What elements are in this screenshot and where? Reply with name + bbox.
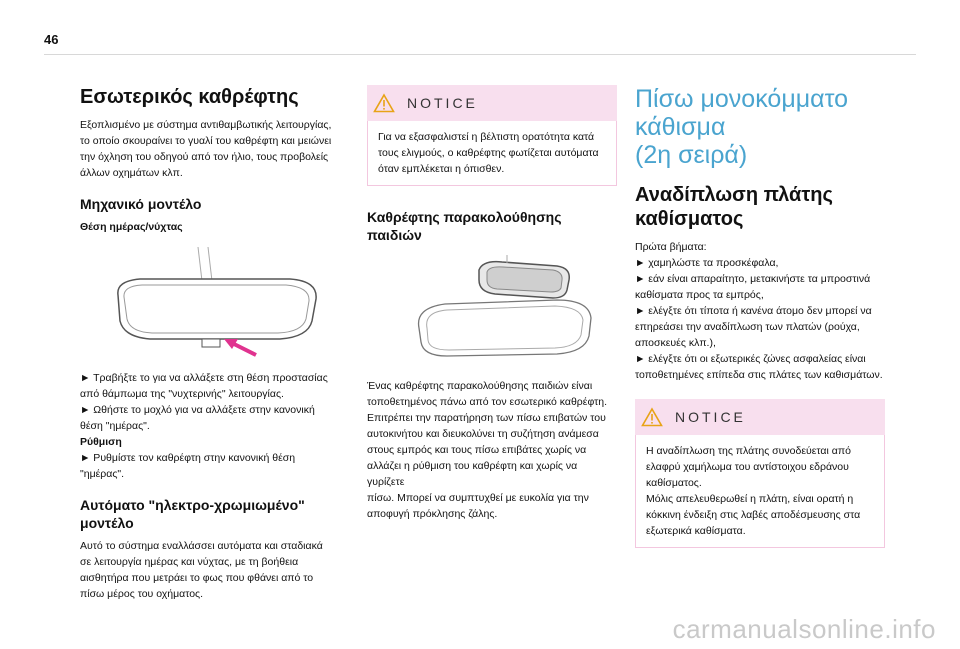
auto-line: αισθητήρα που μετράει το φως που φθάνει από το [80,572,314,584]
notice-body [635,435,885,548]
intro-line: Εξοπλισμένο με σύστημα αντιθαμβωτικής λειτουργίας, [80,119,332,131]
auto-line: πίσω μέρος του οχήματος. [80,588,204,600]
notice-line: εξωτερικά καθίσματα. [646,525,746,537]
subtitle-line: καθίσματος [635,208,744,230]
notice-line: Για να εξασφαλιστεί η βέλτιστη ορατότητα κατά [378,131,595,143]
child-line: Επιτρέπει την παρατήρηση των πίσω επιβατών του [367,412,606,424]
title-line: (2η σειρά) [635,141,748,169]
child-line: πίσω. Μπορεί να συμπτυχθεί με ευκολία για την [367,492,589,504]
child-line: στους εμπρός και τους πίσω επιβάτες χωρίς να [367,444,587,456]
warning-icon [373,93,395,113]
step-line: επηρεάσει την αναδίπλωση των πλατών (ρούχα, [635,321,860,333]
step-line: ► χαμηλώστε τα προσκέφαλα, [635,257,779,269]
column-rear-seat [635,85,885,548]
subsection-title-auto: Αυτόματο "ηλεκτρο-χρωμιωμένο" μοντέλο [80,497,305,531]
top-divider [44,54,916,55]
subsection-title-manual: Μηχανικό μοντέλο [80,196,202,212]
title-line: Πίσω μονοκόμματο κάθισμα [635,85,849,141]
column-child-mirror [367,85,617,522]
notice-header [635,399,885,435]
label-day-night: Θέση ημέρας/νύχτας [80,221,183,233]
notice-body [367,121,617,186]
auto-line: σε λειτουργία ημέρας και νύχτας, με τη βοήθεια [80,556,299,568]
notice-line: ελαφρύ χαμήλωμα του αντίστοιχου εδράνου [646,461,849,473]
notice-line: όταν εμπλέκεται η όπισθεν. [378,163,505,175]
step-line: ► εάν είναι απαραίτητο, μετακινήστε τα μπροστινά [635,273,871,285]
notice-line: τους ελιγμούς, ο καθρέφτης φωτίζεται αυτόματα [378,147,599,159]
step-line: ► Ρυθμίστε τον καθρέφτη στην κανονική θέση [80,452,296,464]
step-line: ► Ωθήστε το μοχλό για να αλλάξετε στην κανονική [80,404,315,416]
watermark: carmanualsonline.info [672,614,936,644]
child-line: αλλάζει η ρύθμιση του καθρέφτη και χωρίς να γυρίζετε [367,460,578,488]
step-line: ► ελέγξτε ότι οι εξωτερικές ζώνες ασφαλείας είναι [635,353,866,365]
step-line: τοποθετημένες επίπεδα στις πλάτες των καθισμάτων. [635,369,883,381]
child-line: αποφυγή πρόκλησης ζάλης. [367,508,498,520]
intro-line: την όχληση του οδηγού από τον ήλιο, τους προβολείς [80,151,329,163]
arrow-icon [222,335,258,357]
step-line: θέση "ημέρας". [80,420,150,432]
intro-line: το οποίο σκουραίνει το γυαλί του καθρέφτη και μειώνει [80,135,332,147]
notice-line: Μόλις απελευθερωθεί η πλάτη, είναι ορατή η [646,493,854,505]
section-title-rear-seat [635,85,885,169]
section-title-interior-mirror: Εσωτερικός καθρέφτης [80,86,299,108]
step-line: αποσκευές κλπ.), [635,337,716,349]
subsection-title-folding [635,183,885,231]
notice-line: κόκκινη ένδειξη στις λαβές αποδέσμευσης στα [646,509,861,521]
intro-line: άλλων οχημάτων κλπ. [80,167,183,179]
step-line: από θάμπωμα της "νυχτερινής" λειτουργίας. [80,388,284,400]
warning-icon [641,407,663,427]
auto-line: Αυτό το σύστημα εναλλάσσει αυτόματα και σταδιακά [80,540,323,552]
step-line: "ημέρας". [80,468,125,480]
notice-title: NOTICE [675,409,746,425]
child-mirror-illustration [367,250,617,370]
child-line: αυτοκινήτου και διευκολύνει τη συζήτηση ανάμεσα [367,428,599,440]
step-line: ► Τραβήξτε το για να αλλάξετε στη θέση προστασίας [80,372,328,384]
notice-title: NOTICE [407,95,478,111]
page-number: 46 [44,32,59,47]
notice-line: καθίσματος. [646,477,702,489]
subsection-title-child-mirror: Καθρέφτης παρακολούθησης παιδιών [367,209,562,243]
step-line: ► ελέγξτε ότι τίποτα ή κανένα άτομο δεν μπορεί να [635,305,872,317]
child-line: τοποθετημένος πάνω από τον εσωτερικό καθρέφτη. [367,396,608,408]
notice-box [367,85,617,186]
step-line: Πρώτα βήματα: [635,241,707,253]
child-line: Ένας καθρέφτης παρακολούθησης παιδιών είναι [367,380,593,392]
step-line: καθίσματα προς τα εμπρός, [635,289,764,301]
mirror-illustration [80,235,350,360]
label-adjust: Ρύθμιση [80,436,122,448]
column-interior-mirror [80,85,350,602]
notice-header [367,85,617,121]
notice-box [635,399,885,548]
notice-line: Η αναδίπλωση της πλάτης συνοδεύεται από [646,445,851,457]
subtitle-line: Αναδίπλωση πλάτης [635,184,833,206]
